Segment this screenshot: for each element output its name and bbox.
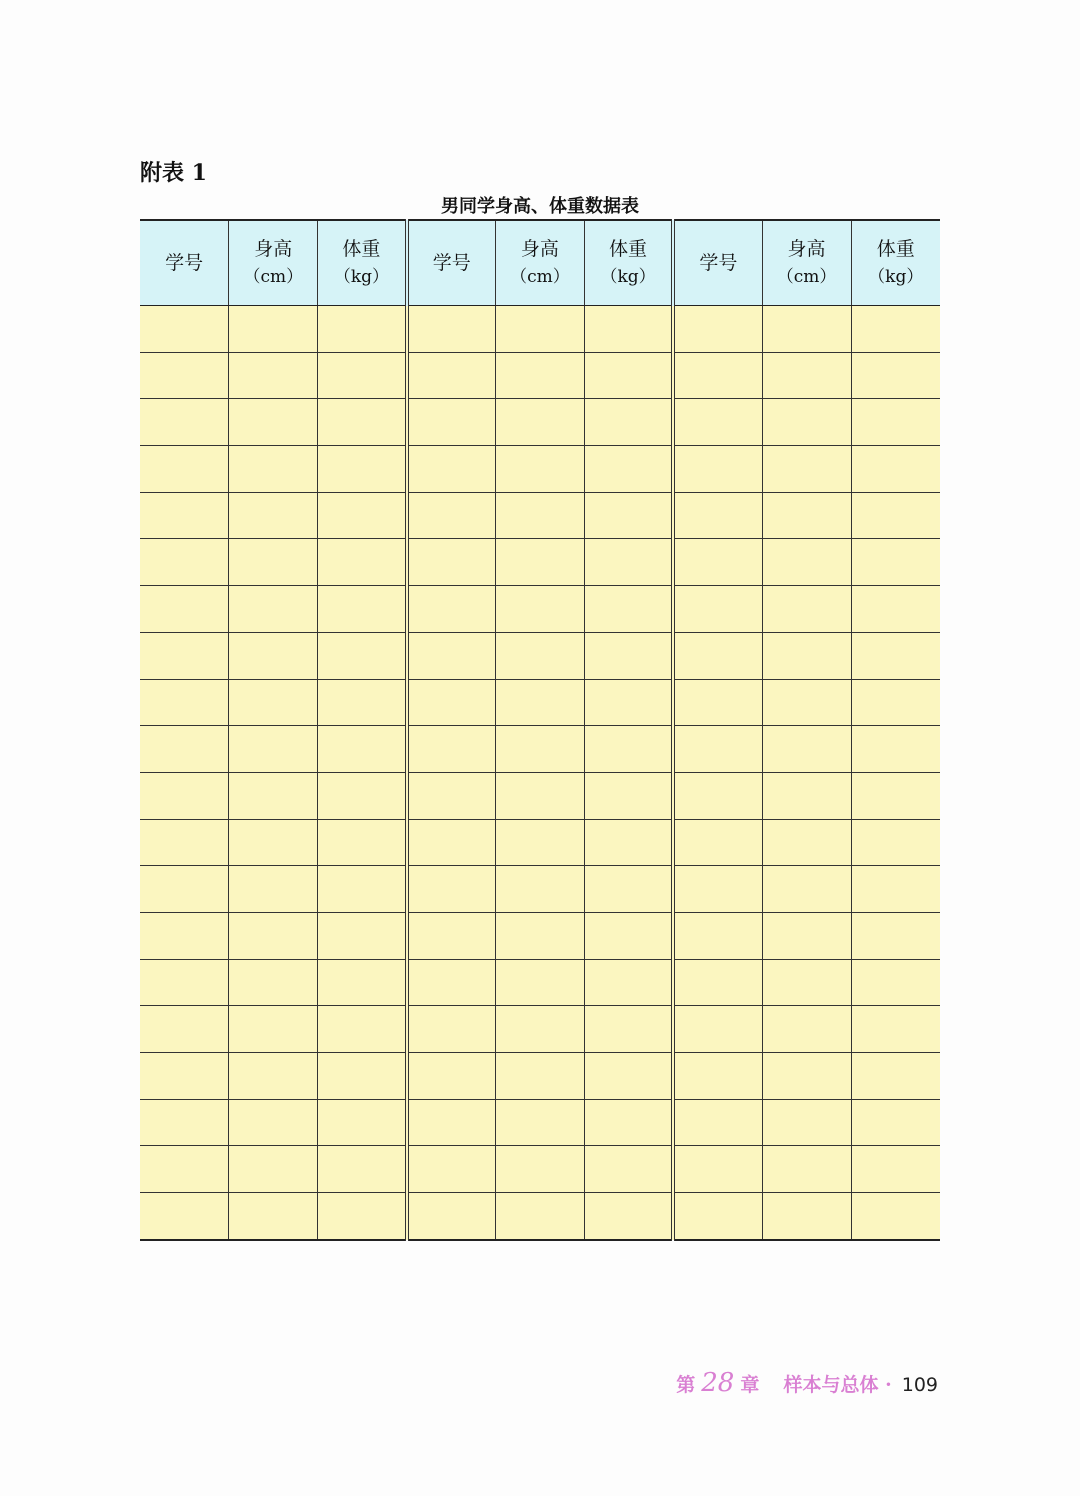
chapter-prefix: 第 <box>676 1374 696 1396</box>
table-row <box>140 819 940 866</box>
table-cell <box>851 1006 940 1053</box>
table-cell <box>584 1006 673 1053</box>
table-cell <box>851 492 940 539</box>
data-table <box>140 219 940 1241</box>
table-cell <box>229 586 318 633</box>
table-cell <box>584 1146 673 1193</box>
table-cell <box>673 912 762 959</box>
table-cell <box>140 772 229 819</box>
table-cell <box>140 1193 229 1240</box>
table-cell <box>318 632 407 679</box>
table-cell <box>584 1099 673 1146</box>
table-cell <box>762 586 851 633</box>
table-cell <box>851 1193 940 1240</box>
table-cell <box>229 679 318 726</box>
table-cell <box>140 446 229 493</box>
table-body <box>140 306 940 1241</box>
table-cell <box>673 1146 762 1193</box>
table-cell <box>584 586 673 633</box>
table-row <box>140 772 940 819</box>
table-cell <box>496 959 585 1006</box>
table-row <box>140 306 940 353</box>
table-row <box>140 632 940 679</box>
table-row <box>140 446 940 493</box>
header-unit: （kg） <box>333 267 390 287</box>
table-cell <box>584 446 673 493</box>
header-label: 体重 <box>876 238 915 260</box>
table-cell <box>762 539 851 586</box>
table-cell <box>851 1053 940 1100</box>
table-cell <box>407 1053 496 1100</box>
page-footer <box>676 1368 938 1398</box>
table-cell <box>229 446 318 493</box>
table-cell <box>140 352 229 399</box>
table-cell <box>318 1006 407 1053</box>
table-cell <box>673 1006 762 1053</box>
table-cell <box>762 632 851 679</box>
table-cell <box>229 1099 318 1146</box>
table-cell <box>673 632 762 679</box>
table-cell <box>851 772 940 819</box>
table-cell <box>851 1146 940 1193</box>
table-cell <box>229 632 318 679</box>
table-cell <box>407 632 496 679</box>
table-cell <box>318 1146 407 1193</box>
header-row <box>140 220 940 306</box>
table-cell <box>584 306 673 353</box>
table-cell <box>229 399 318 446</box>
table-cell <box>673 819 762 866</box>
header-unit: （kg） <box>600 267 656 287</box>
table-row <box>140 539 940 586</box>
table-caption: 男同学身高、体重数据表 <box>441 196 639 217</box>
table-cell <box>762 1146 851 1193</box>
table-cell <box>762 1099 851 1146</box>
table-cell <box>407 539 496 586</box>
table-cell <box>140 1146 229 1193</box>
table-cell <box>229 539 318 586</box>
table-cell <box>496 306 585 353</box>
table-cell <box>851 306 940 353</box>
table-cell <box>140 679 229 726</box>
header-unit: （kg） <box>868 267 924 287</box>
appendix-title: 附表 1 <box>140 160 207 186</box>
table-cell <box>229 306 318 353</box>
table-cell <box>496 1193 585 1240</box>
table-cell <box>584 819 673 866</box>
table-cell <box>584 492 673 539</box>
table-row <box>140 586 940 633</box>
table-cell <box>318 492 407 539</box>
table-cell <box>762 772 851 819</box>
table-cell <box>318 446 407 493</box>
table-cell <box>673 866 762 913</box>
table-cell <box>407 1193 496 1240</box>
table-row <box>140 492 940 539</box>
table-cell <box>407 679 496 726</box>
table-cell <box>140 726 229 773</box>
table-row <box>140 1099 940 1146</box>
table-cell <box>851 679 940 726</box>
table-row <box>140 726 940 773</box>
table-cell <box>407 446 496 493</box>
table-cell <box>407 1146 496 1193</box>
table-cell <box>318 539 407 586</box>
table-cell <box>584 1193 673 1240</box>
header-label: 身高 <box>787 238 826 260</box>
table-cell <box>762 399 851 446</box>
table-cell <box>673 352 762 399</box>
table-cell <box>673 1099 762 1146</box>
table-cell <box>318 912 407 959</box>
table-cell <box>584 772 673 819</box>
table-cell <box>762 1053 851 1100</box>
table-cell <box>673 1053 762 1100</box>
table-cell <box>229 726 318 773</box>
table-row <box>140 399 940 446</box>
table-row <box>140 912 940 959</box>
table-cell <box>318 866 407 913</box>
table-cell <box>140 539 229 586</box>
table-cell <box>229 1146 318 1193</box>
table-cell <box>673 1193 762 1240</box>
table-cell <box>762 306 851 353</box>
table-cell <box>496 399 585 446</box>
table-cell <box>318 772 407 819</box>
table-cell <box>229 1006 318 1053</box>
table-cell <box>140 912 229 959</box>
table-cell <box>318 1099 407 1146</box>
table-cell <box>851 399 940 446</box>
header-label: 学号 <box>699 252 738 274</box>
table-cell <box>318 352 407 399</box>
header-label: 身高 <box>254 238 293 260</box>
table-row <box>140 1006 940 1053</box>
table-cell <box>762 726 851 773</box>
table-cell <box>673 539 762 586</box>
table-cell <box>318 399 407 446</box>
table-cell <box>673 586 762 633</box>
table-cell <box>407 1006 496 1053</box>
table-cell <box>584 959 673 1006</box>
table-row <box>140 866 940 913</box>
page-number: 109 <box>901 1374 938 1396</box>
table-cell <box>229 1053 318 1100</box>
table-cell <box>496 492 585 539</box>
header-label: 学号 <box>432 252 471 274</box>
table-cell <box>496 586 585 633</box>
table-cell <box>496 446 585 493</box>
table-cell <box>140 1099 229 1146</box>
table-cell <box>229 1193 318 1240</box>
table-cell <box>496 819 585 866</box>
table-row <box>140 1053 940 1100</box>
table-cell <box>229 819 318 866</box>
table-cell <box>851 866 940 913</box>
table-cell <box>140 492 229 539</box>
table-cell <box>584 866 673 913</box>
table-cell <box>496 632 585 679</box>
header-cell <box>318 220 407 306</box>
table-cell <box>851 959 940 1006</box>
table-cell <box>584 912 673 959</box>
table-cell <box>673 959 762 1006</box>
table-cell <box>407 866 496 913</box>
table-cell <box>407 726 496 773</box>
table-cell <box>407 399 496 446</box>
table-cell <box>318 306 407 353</box>
table-cell <box>851 912 940 959</box>
table-cell <box>851 539 940 586</box>
table-cell <box>318 819 407 866</box>
table-cell <box>318 959 407 1006</box>
section-title: 样本与总体 · <box>783 1374 892 1396</box>
table-cell <box>229 866 318 913</box>
table-row <box>140 1193 940 1240</box>
table-cell <box>496 679 585 726</box>
table-row <box>140 352 940 399</box>
table-cell <box>496 539 585 586</box>
table-cell <box>851 446 940 493</box>
table-cell <box>407 352 496 399</box>
table-cell <box>851 586 940 633</box>
table-cell <box>407 306 496 353</box>
header-label: 身高 <box>520 238 559 260</box>
table-cell <box>496 772 585 819</box>
table-cell <box>407 959 496 1006</box>
table-cell <box>318 1053 407 1100</box>
header-unit: （cm） <box>776 267 837 287</box>
table-cell <box>673 772 762 819</box>
table-cell <box>140 1006 229 1053</box>
table-cell <box>851 1099 940 1146</box>
header-cell <box>407 220 496 306</box>
table-cell <box>762 1006 851 1053</box>
table-cell <box>762 492 851 539</box>
table-cell <box>140 959 229 1006</box>
header-cell <box>762 220 851 306</box>
table-cell <box>584 726 673 773</box>
table-cell <box>496 1099 585 1146</box>
table-cell <box>407 492 496 539</box>
table-cell <box>762 352 851 399</box>
table-cell <box>407 586 496 633</box>
header-label: 体重 <box>609 238 648 260</box>
table-cell <box>140 586 229 633</box>
table-cell <box>140 306 229 353</box>
chapter-number: 28 <box>701 1368 735 1398</box>
table-cell <box>140 399 229 446</box>
table-cell <box>673 679 762 726</box>
table-cell <box>496 1053 585 1100</box>
table-cell <box>318 726 407 773</box>
table-cell <box>496 1146 585 1193</box>
header-cell <box>584 220 673 306</box>
table-cell <box>496 352 585 399</box>
table-cell <box>584 1053 673 1100</box>
header-cell <box>673 220 762 306</box>
table-cell <box>140 866 229 913</box>
table-cell <box>673 399 762 446</box>
table-cell <box>407 912 496 959</box>
table-cell <box>140 819 229 866</box>
header-cell <box>140 220 229 306</box>
table-row <box>140 679 940 726</box>
table-cell <box>851 819 940 866</box>
table-cell <box>229 352 318 399</box>
table-cell <box>851 726 940 773</box>
table-cell <box>762 866 851 913</box>
table-cell <box>407 1099 496 1146</box>
table-cell <box>229 772 318 819</box>
table-row <box>140 959 940 1006</box>
table-cell <box>762 1193 851 1240</box>
table-cell <box>584 539 673 586</box>
table-cell <box>140 632 229 679</box>
table-cell <box>762 819 851 866</box>
table-cell <box>318 1193 407 1240</box>
table-cell <box>673 306 762 353</box>
table-cell <box>584 679 673 726</box>
table-cell <box>584 399 673 446</box>
table-cell <box>762 912 851 959</box>
header-cell <box>496 220 585 306</box>
table-cell <box>673 492 762 539</box>
header-label: 学号 <box>165 252 204 274</box>
header-cell <box>851 220 940 306</box>
table-cell <box>318 679 407 726</box>
table-cell <box>762 679 851 726</box>
header-unit: （cm） <box>510 267 570 287</box>
table-cell <box>229 912 318 959</box>
table-cell <box>851 632 940 679</box>
table-cell <box>407 772 496 819</box>
chapter-suffix: 章 <box>740 1374 760 1396</box>
table-cell <box>407 819 496 866</box>
table-cell <box>762 959 851 1006</box>
table-cell <box>318 586 407 633</box>
table-cell <box>673 726 762 773</box>
header-cell <box>229 220 318 306</box>
table-cell <box>673 446 762 493</box>
table-cell <box>762 446 851 493</box>
table-cell <box>496 912 585 959</box>
table-cell <box>851 352 940 399</box>
header-unit: （cm） <box>243 267 304 287</box>
table-row <box>140 1146 940 1193</box>
table-cell <box>229 959 318 1006</box>
table-cell <box>229 492 318 539</box>
table-cell <box>496 1006 585 1053</box>
header-label: 体重 <box>342 238 381 260</box>
table-cell <box>584 632 673 679</box>
table-cell <box>584 352 673 399</box>
table-cell <box>496 726 585 773</box>
table-cell <box>140 1053 229 1100</box>
table-header <box>140 220 940 306</box>
table-cell <box>496 866 585 913</box>
